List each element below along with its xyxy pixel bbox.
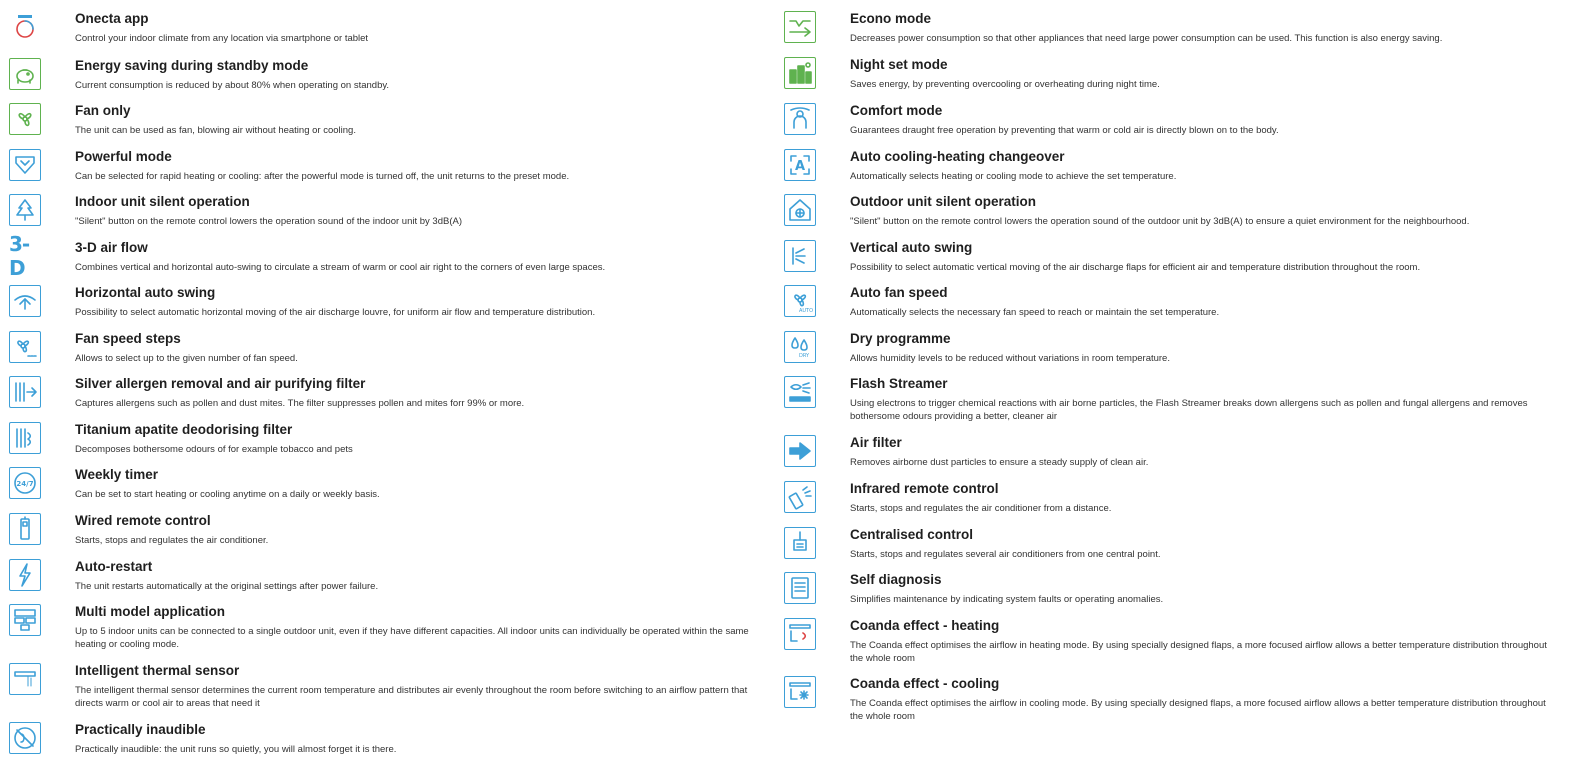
feature-description: Practically inaudible: the unit runs so quietly, you will almost forget it is there. [75, 744, 397, 755]
feature-description: Up to 5 indoor units can be connected to a single outdoor unit, even if they have different capacities. All indoor units can individually be operated within the same heating or cooling mode. [75, 626, 749, 650]
feature-description: The intelligent thermal sensor determines the current room temperature and distributes air evenly throughout the room before switching to an airflow pattern that directs warm or cool air to areas that need it [75, 685, 748, 709]
feature-title: Practically inaudible [75, 722, 206, 737]
auto-changeover-icon [784, 149, 816, 181]
filter-icon [9, 376, 41, 408]
feature-title: Indoor unit silent operation [75, 194, 250, 209]
svg-text:AUTO: AUTO [798, 308, 813, 314]
coanda-heating-icon [784, 618, 816, 650]
feature-description: Current consumption is reduced by about 80% when operating on standby. [75, 80, 390, 91]
lightning-icon [9, 559, 41, 591]
feature-description: Simplifies maintenance by indicating system faults or operating anomalies. [850, 594, 1164, 605]
svg-text:A: A [794, 159, 806, 174]
self-diagnosis-icon [784, 572, 816, 604]
feature-title: Coanda effect - cooling [850, 676, 1000, 691]
inaudible-icon [9, 722, 41, 754]
feature-title: Auto fan speed [850, 285, 948, 300]
feature-title: Energy saving during standby mode [75, 58, 309, 73]
feature-description: Starts, stops and regulates the air conditioner from a distance. [850, 503, 1112, 514]
feature-description: Decomposes bothersome odours of for example tobacco and pets [75, 444, 353, 455]
feature-title: Silver allergen removal and air purifying filter [75, 376, 366, 391]
svg-text:DRY: DRY [798, 353, 810, 359]
wired-remote-icon [9, 513, 41, 545]
onecta-icon [9, 11, 41, 43]
fan-icon [9, 103, 41, 135]
droplets-icon [784, 331, 816, 363]
feature-description: Combines vertical and horizontal auto-swing to circulate a stream of warm or cool air right to the corners of even large spaces. [75, 262, 606, 273]
feature-title: Wired remote control [75, 513, 211, 528]
feature-title: Auto-restart [75, 559, 153, 574]
deodorising-filter-icon [9, 422, 41, 454]
feature-description: The unit restarts automatically at the original settings after power failure. [75, 581, 379, 592]
feature-title: Onecta app [75, 11, 149, 26]
feature-description: "Silent" button on the remote control lowers the operation sound of the indoor unit by 3dB(A) [75, 216, 462, 227]
feature-title: Air filter [850, 435, 902, 450]
fan-speed-icon [9, 331, 41, 363]
feature-description: Using electrons to trigger chemical reactions with air borne particles, the Flash Streamer breaks down allergens such as pollen and fungal allergens and removes bothersome odours providing a better, cleaner air [850, 398, 1528, 422]
air-filter-arrow-icon [784, 435, 816, 467]
tree-icon [9, 194, 41, 226]
feature-title: Horizontal auto swing [75, 285, 216, 300]
feature-title: Outdoor unit silent operation [850, 194, 1036, 209]
feature-description: Can be selected for rapid heating or cooling: after the powerful mode is turned off, the unit returns to the preset mode. [75, 171, 570, 182]
feature-title: Night set mode [850, 57, 948, 72]
powerful-icon [9, 149, 41, 181]
feature-title: Vertical auto swing [850, 240, 973, 255]
feature-title: Self diagnosis [850, 572, 942, 587]
feature-title: Coanda effect - heating [850, 618, 1000, 633]
central-control-icon [784, 527, 816, 559]
comfort-person-icon [784, 103, 816, 135]
feature-description: Automatically selects the necessary fan speed to reach or maintain the set temperature. [850, 307, 1220, 318]
feature-description: Guarantees draught free operation by preventing that warm or cold air is directly blown on to the body. [850, 125, 1279, 136]
feature-title: Centralised control [850, 527, 974, 542]
feature-description: Possibility to select automatic horizontal moving of the air discharge louvre, for uniform air flow and temperature distribution. [75, 307, 596, 318]
feature-description: "Silent" button on the remote control lowers the operation sound of the outdoor unit by 3dB(A) to ensure a quiet environment for the neighbourhood. [850, 216, 1470, 227]
feature-title: Econo mode [850, 11, 932, 26]
feature-description: Starts, stops and regulates several air conditioners from one central point. [850, 549, 1161, 560]
feature-title: Comfort mode [850, 103, 943, 118]
feature-description: Automatically selects heating or cooling mode to achieve the set temperature. [850, 171, 1177, 182]
feature-title: Infrared remote control [850, 481, 999, 496]
feature-description: Can be set to start heating or cooling anytime on a daily or weekly basis. [75, 489, 380, 500]
feature-title: Flash Streamer [850, 376, 948, 391]
feature-description: Allows humidity levels to be reduced without variations in room temperature. [850, 353, 1170, 364]
feature-description: Possibility to select automatic vertical moving of the air discharge flaps for efficient air and temperature distribution throughout the room. [850, 262, 1421, 273]
vertical-swing-icon [784, 240, 816, 272]
feature-description: The unit can be used as fan, blowing air without heating or cooling. [75, 125, 356, 136]
infrared-remote-icon [784, 481, 816, 513]
auto-fan-icon [784, 285, 816, 317]
thermal-sensor-icon [9, 663, 41, 695]
feature-description: The Coanda effect optimises the airflow in cooling mode. By using specially designed flaps, a more focused airflow allows a better temperature distribution throughout the whole room [850, 698, 1546, 722]
feature-title: Weekly timer [75, 467, 159, 482]
piggy-bank-icon [9, 58, 41, 90]
multi-unit-icon [9, 604, 41, 636]
3d-icon [9, 232, 41, 280]
feature-title: Multi model application [75, 604, 226, 619]
feature-description: Starts, stops and regulates the air conditioner. [75, 535, 269, 546]
feature-title: Dry programme [850, 331, 951, 346]
3d-icon-label: 3-D [9, 232, 30, 280]
feature-title: Intelligent thermal sensor [75, 663, 240, 678]
feature-title: Powerful mode [75, 149, 172, 164]
feature-title: Auto cooling-heating changeover [850, 149, 1065, 164]
streamer-icon [784, 376, 816, 408]
feature-description: Captures allergens such as pollen and dust mites. The filter suppresses pollen and mites forr 99% or more. [75, 398, 525, 409]
coanda-cooling-icon [784, 676, 816, 708]
horizontal-swing-icon [9, 285, 41, 317]
feature-title: Fan only [75, 103, 131, 118]
feature-title: Titanium apatite deodorising filter [75, 422, 293, 437]
feature-title: Fan speed steps [75, 331, 181, 346]
house-fan-icon [784, 194, 816, 226]
feature-description: The Coanda effect optimises the airflow in heating mode. By using specially designed flaps, a more focused airflow allows a better temperature distribution throughout the whole room [850, 640, 1547, 664]
feature-title: 3-D air flow [75, 240, 148, 255]
night-city-icon [784, 57, 816, 89]
feature-description: Decreases power consumption so that other appliances that need large power consumption can be used. This function is also energy saving. [850, 33, 1443, 44]
feature-description: Removes airborne dust particles to ensure a steady supply of clean air. [850, 457, 1149, 468]
clock-icon [9, 467, 41, 499]
feature-description: Saves energy, by preventing overcooling or overheating during night time. [850, 79, 1160, 90]
svg-text:24/7: 24/7 [16, 480, 34, 488]
feature-description: Allows to select up to the given number of fan speed. [75, 353, 298, 364]
feature-description: Control your indoor climate from any location via smartphone or tablet [75, 33, 369, 44]
econo-icon [784, 11, 816, 43]
